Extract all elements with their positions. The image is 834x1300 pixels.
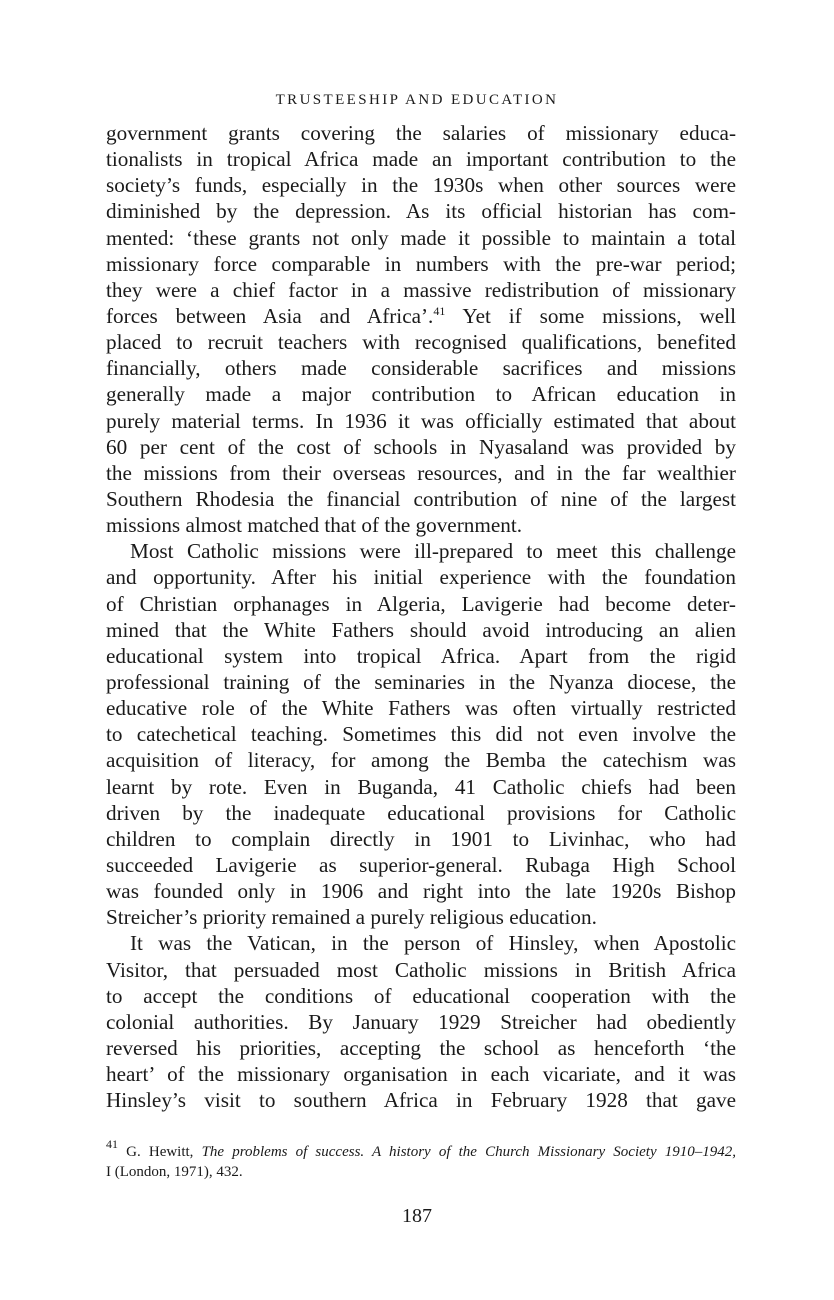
text-line: to catechetical teaching. Sometimes this did not even involve the — [106, 722, 736, 747]
page-number: 187 — [402, 1205, 432, 1227]
text-line: diminished by the depression. As its official historian has com- — [106, 199, 736, 224]
text-line: and opportunity. After his initial experience with the foundation — [106, 565, 736, 590]
text-line: Most Catholic missions were ill-prepared to meet this challenge — [130, 539, 736, 564]
text-line: society’s funds, especially in the 1930s when other sources were — [106, 173, 736, 198]
footnote-line: I (London, 1971), 432. — [106, 1164, 243, 1180]
text-line: professional training of the seminaries in the Nyanza diocese, the — [106, 669, 736, 694]
text-line: they were a chief factor in a massive redistribution of missionary — [106, 277, 736, 302]
text-line: succeeded Lavigerie as superior-general. Rubaga High School — [106, 852, 736, 877]
text-line: acquisition of literacy, for among the Bemba the catechism was — [106, 748, 736, 773]
text-line: generally made a major contribution to African education in — [106, 382, 736, 407]
footnote — [106, 1137, 736, 1182]
text-line: educational system into tropical Africa. Apart from the rigid — [106, 643, 736, 668]
text-line: 60 per cent of the cost of schools in Nyasaland was provided by — [106, 434, 736, 459]
text-line: purely material terms. In 1936 it was officially estimated that about — [106, 408, 736, 433]
text-line: mented: ‘these grants not only made it possible to maintain a total — [106, 225, 736, 250]
footnote-author: G. Hewitt, — [126, 1144, 194, 1160]
text-line: government grants covering the salaries of missionary educa- — [106, 121, 736, 145]
text-line: the missions from their overseas resources, and in the far wealthier — [106, 460, 736, 485]
text-line: reversed his priorities, accepting the school as henceforth ‘the — [106, 1035, 736, 1060]
text-line: learnt by rote. Even in Buganda, 41 Catholic chiefs had been — [106, 774, 736, 799]
text-line: It was the Vatican, in the person of Hinsley, when Apostolic — [130, 931, 736, 956]
text-line: Visitor, that persuaded most Catholic missions in British Africa — [106, 957, 736, 982]
text-line: tionalists in tropical Africa made an important contribution to the — [106, 147, 736, 172]
text-line: colonial authorities. By January 1929 Streicher had obediently — [106, 1009, 736, 1034]
text-line: Southern Rhodesia the financial contribution of nine of the largest — [106, 486, 736, 511]
text-line: financially, others made considerable sacrifices and missions — [106, 356, 736, 381]
text-line: to accept the conditions of educational cooperation with the — [106, 983, 736, 1008]
text-line: Streicher’s priority remained a purely religious education. — [106, 905, 597, 930]
text-line: Hinsley’s visit to southern Africa in February 1928 that gave — [106, 1088, 736, 1113]
text-line: of Christian orphanages in Algeria, Lavigerie had become deter- — [106, 591, 736, 616]
footnote-reference[interactable]: 41 — [433, 303, 446, 318]
text-line: missionary force comparable in numbers with the pre-war period; — [106, 251, 736, 276]
text-line: mined that the White Fathers should avoid introducing an alien — [106, 617, 736, 642]
footnote-number: 41 — [106, 1137, 118, 1151]
footnote-title: The problems of success. A history of the Church Missionary Society 1910–1942, — [201, 1144, 736, 1160]
text-line: placed to recruit teachers with recognised qualifications, benefited — [106, 330, 736, 355]
text-line-with-note — [106, 303, 736, 329]
text-line: educative role of the White Fathers was often virtually restricted — [106, 696, 736, 721]
text-line: children to complain directly in 1901 to Livinhac, who had — [106, 826, 736, 851]
body-text — [106, 120, 736, 1113]
footnote-line — [106, 1137, 736, 1162]
text-segment: Yet if some missions, well — [445, 303, 736, 328]
text-line: missions almost matched that of the government. — [106, 513, 523, 538]
text-line: was founded only in 1906 and right into the late 1920s Bishop — [106, 879, 736, 904]
text-segment: forces between Asia and Africa’. — [106, 303, 434, 328]
text-line: driven by the inadequate educational provisions for Catholic — [106, 800, 736, 825]
text-line: heart’ of the missionary organisation in each vicariate, and it was — [106, 1062, 736, 1087]
running-head: TRUSTEESHIP AND EDUCATION — [275, 92, 559, 108]
